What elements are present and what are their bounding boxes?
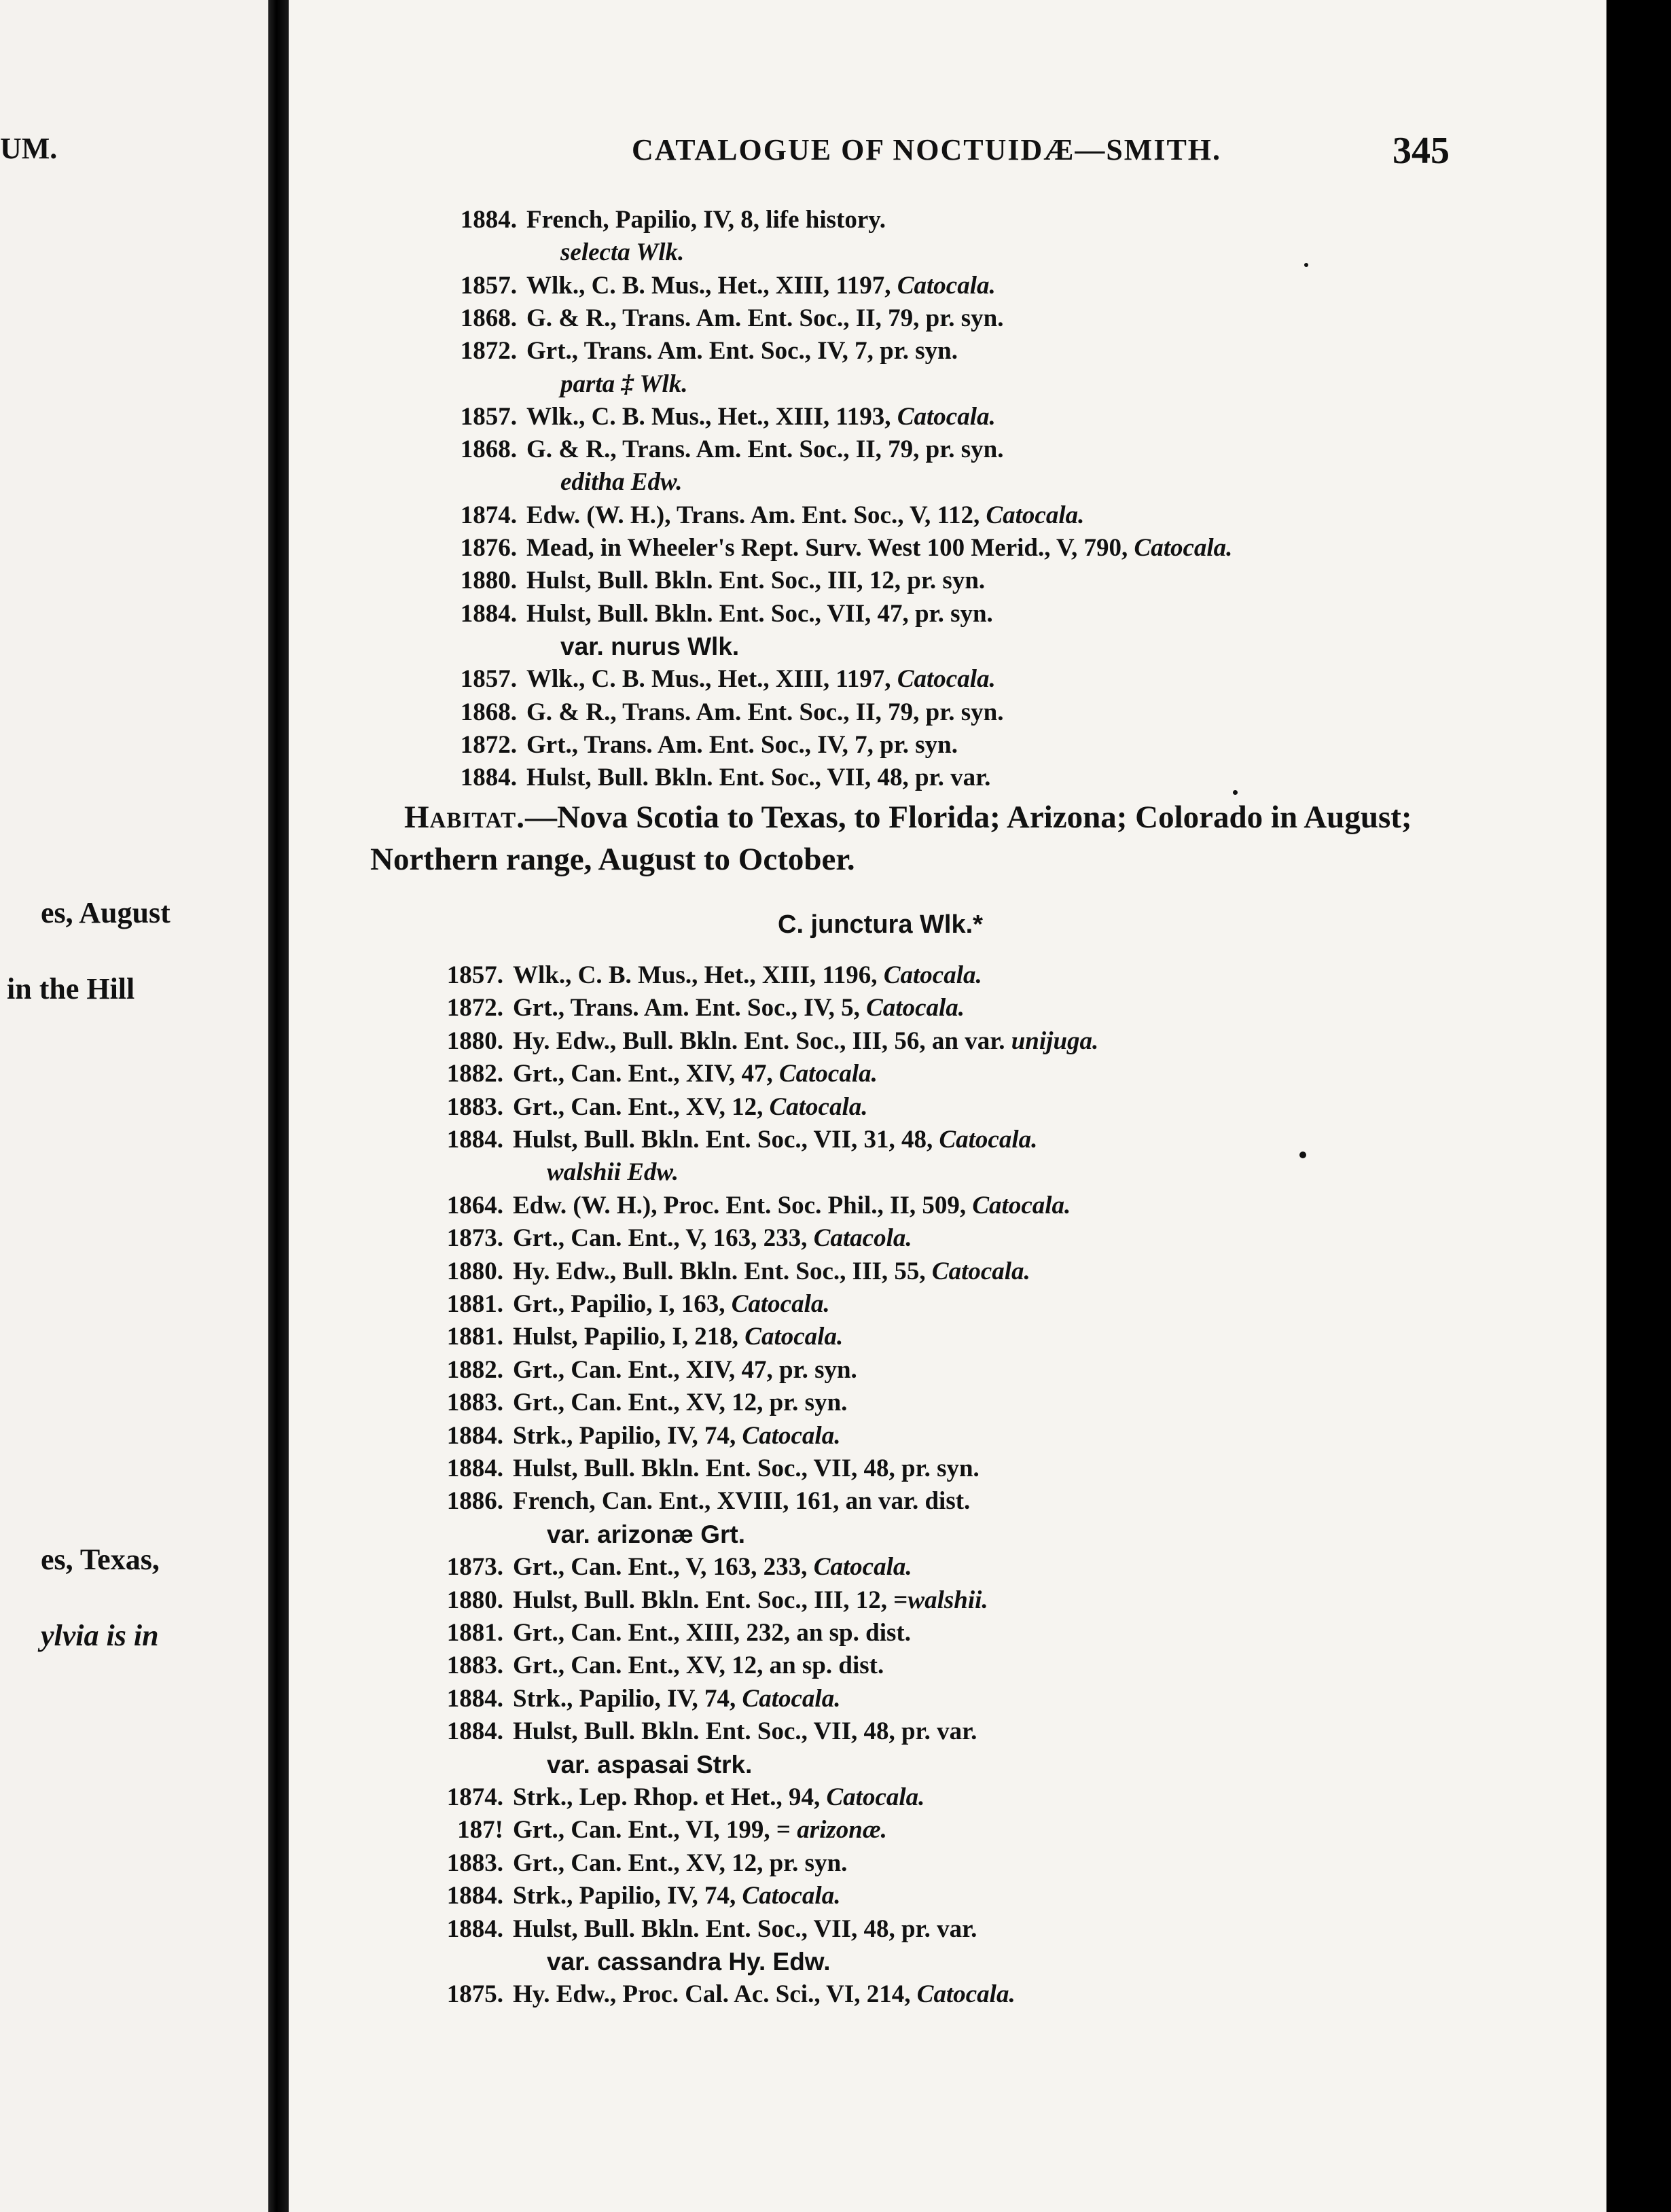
citation-line xyxy=(446,1452,980,1485)
citation-line xyxy=(446,1551,912,1584)
habitat-text: —Nova Scotia to Texas, to Florida; Arizona; Colorado in August; Northern range, August to October. xyxy=(370,800,1412,877)
citation-line xyxy=(526,368,687,401)
variety-name: var. nurus Wlk. xyxy=(560,632,740,660)
citation-line xyxy=(460,204,886,236)
citation-year: 1872. xyxy=(460,337,517,365)
species-heading: C. junctura Wlk.* xyxy=(778,910,983,939)
citation-text: Hy. Edw., Bull. Bkln. Ent. Soc., III, 56, an var. xyxy=(513,1027,1011,1055)
citation-year: 1872. xyxy=(460,730,517,759)
citation-genus: Catocala. xyxy=(897,271,996,300)
citation-genus: Catacola. xyxy=(813,1224,912,1253)
left-page xyxy=(0,0,268,2212)
citation-genus: Catocala. xyxy=(826,1783,925,1811)
citation-genus: Catocala. xyxy=(742,1684,841,1713)
citation-line xyxy=(460,335,958,368)
citation-text: Wlk., C. B. Mus., Het., XIII, 1197, xyxy=(526,665,897,694)
citation-text: Hulst, Bull. Bkln. Ent. Soc., VII, 48, pr. var. xyxy=(526,764,991,792)
citation-text: Strk., Papilio, IV, 74, xyxy=(513,1421,742,1450)
citation-line xyxy=(460,499,1085,532)
citation-line xyxy=(460,696,1004,729)
ink-speck xyxy=(1299,1152,1306,1158)
citation-line xyxy=(446,1058,878,1090)
citation-genus: Catocala. xyxy=(1134,534,1233,562)
citation-line xyxy=(460,532,1233,565)
citation-text: Grt., Can. Ent., V, 163, 233, xyxy=(513,1224,814,1253)
citation-year: 1884. xyxy=(446,1684,503,1713)
citation-text: Strk., Lep. Rhop. et Het., 94, xyxy=(513,1783,827,1811)
citation-line xyxy=(446,1288,830,1321)
citation-text: Hy. Edw., Proc. Cal. Ac. Sci., VI, 214, xyxy=(513,1980,917,2009)
citation-line xyxy=(460,302,1004,335)
citation-year: 1875. xyxy=(446,1980,503,2009)
citation-text: G. & R., Trans. Am. Ent. Soc., II, 79, pr. syn. xyxy=(526,698,1004,726)
citation-genus: Catocala. xyxy=(769,1092,868,1121)
variety-name: var. arizonæ Grt. xyxy=(547,1520,745,1548)
citation-genus: walshii. xyxy=(908,1586,988,1614)
citation-year: 1880. xyxy=(446,1027,503,1055)
citation-line xyxy=(446,1617,911,1649)
citation-text: Hulst, Bull. Bkln. Ent. Soc., III, 12, pr. syn. xyxy=(526,567,986,595)
citation-year: 1868. xyxy=(460,304,517,332)
citation-line xyxy=(513,1156,679,1189)
citation-text: Grt., Trans. Am. Ent. Soc., IV, 7, pr. syn. xyxy=(526,337,958,365)
citation-text: Grt., Can. Ent., XV, 12, pr. syn. xyxy=(513,1389,848,1417)
citation-line xyxy=(460,401,996,433)
citation-year: 1857. xyxy=(460,665,517,694)
citation-genus: unijuga. xyxy=(1011,1027,1099,1055)
citation-text: Mead, in Wheeler's Rept. Surv. West 100 Merid., V, 790, xyxy=(526,534,1134,562)
citation-genus: Catocala. xyxy=(972,1191,1071,1219)
citation-year: 1874. xyxy=(446,1783,503,1811)
citation-line xyxy=(460,433,1004,466)
citation-text: Hulst, Bull. Bkln. Ent. Soc., III, 12, = xyxy=(513,1586,908,1614)
ink-speck xyxy=(1304,263,1308,267)
citation-text: Grt., Can. Ent., XV, 12, pr. syn. xyxy=(513,1849,848,1877)
citation-line xyxy=(513,1946,831,1978)
citation-year: 1884. xyxy=(446,1914,503,1943)
synonym-name: parta ‡ Wlk. xyxy=(560,370,688,398)
page-number: 345 xyxy=(1392,130,1450,172)
citation-genus: arizonæ. xyxy=(797,1816,887,1844)
citation-genus: Catocala. xyxy=(916,1980,1016,2009)
citation-text: Edw. (W. H.), Trans. Am. Ent. Soc., V, 112, xyxy=(526,501,986,529)
citation-text: Grt., Trans. Am. Ent. Soc., IV, 5, xyxy=(513,994,867,1022)
citation-text: French, Papilio, IV, 8, life history. xyxy=(526,206,886,234)
citation-line xyxy=(446,1847,848,1880)
citation-line xyxy=(446,1649,884,1682)
left-fragment-3: es, Texas, xyxy=(41,1543,160,1576)
citation-line xyxy=(446,1222,912,1255)
citation-line xyxy=(446,1584,988,1617)
citation-line xyxy=(513,1749,752,1781)
citation-year: 1868. xyxy=(460,435,517,464)
citation-text: Grt., Can. Ent., XV, 12, xyxy=(513,1092,770,1121)
citation-line xyxy=(446,1321,844,1353)
citation-line xyxy=(446,1091,868,1124)
citation-year: 1876. xyxy=(460,534,517,562)
citation-year: 1880. xyxy=(446,1257,503,1285)
variety-name: var. aspasai Strk. xyxy=(547,1750,753,1779)
citation-line xyxy=(513,1518,745,1551)
citation-year: 1864. xyxy=(446,1191,503,1219)
citation-text: Hulst, Bull. Bkln. Ent. Soc., VII, 48, pr. var. xyxy=(513,1717,977,1746)
citation-year: 1873. xyxy=(446,1553,503,1582)
synonym-name: walshii Edw. xyxy=(547,1158,679,1187)
citation-text: Grt., Can. Ent., XIV, 47, pr. syn. xyxy=(513,1355,857,1384)
citation-line xyxy=(446,1683,841,1715)
citation-line xyxy=(446,1913,977,1946)
citation-year: 1883. xyxy=(446,1849,503,1877)
citation-line xyxy=(446,1025,1099,1058)
citation-year: 187! xyxy=(457,1816,503,1844)
citation-year: 1884. xyxy=(446,1882,503,1910)
citation-line xyxy=(526,236,684,269)
citation-text: Grt., Can. Ent., XIII, 232, an sp. dist. xyxy=(513,1619,911,1647)
citation-year: 1884. xyxy=(446,1126,503,1154)
citation-line xyxy=(460,729,958,762)
citation-year: 1882. xyxy=(446,1060,503,1088)
citation-text: Grt., Can. Ent., VI, 199, = xyxy=(513,1816,797,1844)
citation-year: 1884. xyxy=(446,1455,503,1482)
citation-year: 1857. xyxy=(460,271,517,300)
citation-line xyxy=(460,270,996,302)
citation-line xyxy=(446,1485,971,1518)
book-gutter xyxy=(268,0,289,2212)
citation-genus: Catocala. xyxy=(744,1323,844,1351)
citation-genus: Catocala. xyxy=(742,1882,841,1910)
citation-line xyxy=(526,630,739,663)
citation-year: 1884. xyxy=(446,1717,503,1746)
citation-text: Strk., Papilio, IV, 74, xyxy=(513,1882,742,1910)
habitat-paragraph xyxy=(370,796,1430,880)
habitat-label: Habitat. xyxy=(404,800,525,835)
citation-text: Hulst, Papilio, I, 218, xyxy=(513,1323,745,1351)
citation-year: 1880. xyxy=(446,1586,503,1614)
citation-line xyxy=(526,466,683,499)
citation-year: 1874. xyxy=(460,501,517,529)
citation-year: 1880. xyxy=(460,567,517,595)
citation-text: Wlk., C. B. Mus., Het., XIII, 1193, xyxy=(526,402,897,431)
citation-text: Wlk., C. B. Mus., Het., XIII, 1196, xyxy=(513,961,884,989)
citation-line xyxy=(446,1978,1016,2011)
left-fragment-4: ylvia is in xyxy=(41,1619,159,1652)
citation-text: Hulst, Bull. Bkln. Ent. Soc., VII, 47, pr. syn. xyxy=(526,599,993,628)
citation-text: Grt., Can. Ent., XIV, 47, xyxy=(513,1060,779,1088)
citation-line xyxy=(446,1354,857,1387)
citation-year: 1886. xyxy=(446,1487,503,1516)
citation-line xyxy=(446,1781,925,1814)
citation-text: Edw. (W. H.), Proc. Ent. Soc. Phil., II, 509, xyxy=(513,1191,973,1219)
citation-genus: Catocala. xyxy=(731,1290,830,1318)
citation-year: 1872. xyxy=(446,994,503,1022)
citation-year: 1857. xyxy=(446,961,503,989)
citation-line xyxy=(460,598,993,630)
citation-line xyxy=(446,1715,977,1748)
citation-genus: Catocala. xyxy=(866,994,965,1022)
citation-year: 1884. xyxy=(460,206,517,234)
citation-genus: Catocala. xyxy=(931,1257,1030,1285)
citation-year: 1883. xyxy=(446,1389,503,1417)
ink-speck xyxy=(1233,790,1238,795)
citation-line xyxy=(446,1255,1030,1288)
citation-line xyxy=(446,1190,1071,1222)
citation-genus: Catocala. xyxy=(813,1553,912,1582)
citation-text: Hulst, Bull. Bkln. Ent. Soc., VII, 48, pr. syn. xyxy=(513,1455,980,1482)
variety-name: var. cassandra Hy. Edw. xyxy=(547,1948,831,1976)
citation-line xyxy=(460,663,996,696)
citation-line xyxy=(460,565,986,597)
citation-year: 1884. xyxy=(460,764,517,792)
citation-line xyxy=(446,1124,1038,1156)
running-header: CATALOGUE OF NOCTUIDÆ—SMITH. xyxy=(632,133,1222,166)
citation-genus: Catocala. xyxy=(986,501,1085,529)
left-fragment-1: es, August xyxy=(41,896,170,929)
scan-margin xyxy=(1606,0,1671,2212)
citation-line xyxy=(446,1420,841,1452)
citation-genus: Catocala. xyxy=(897,665,996,694)
citation-text: Strk., Papilio, IV, 74, xyxy=(513,1684,742,1713)
citation-text: Grt., Can. Ent., XV, 12, an sp. dist. xyxy=(513,1652,884,1680)
citation-text: Grt., Can. Ent., V, 163, 233, xyxy=(513,1553,814,1582)
left-fragment-2: in the Hill xyxy=(7,972,135,1005)
citation-line xyxy=(446,992,965,1024)
citation-text: G. & R., Trans. Am. Ent. Soc., II, 79, pr. syn. xyxy=(526,304,1004,332)
citation-line xyxy=(457,1814,887,1847)
citation-year: 1868. xyxy=(460,698,517,726)
citation-year: 1873. xyxy=(446,1224,503,1253)
citation-line xyxy=(460,762,991,794)
left-fragment-header: UM. xyxy=(0,132,58,165)
citation-line xyxy=(446,959,982,992)
citation-genus: Catocala. xyxy=(742,1421,841,1450)
citation-line xyxy=(446,1880,841,1912)
synonym-name: editha Edw. xyxy=(560,468,683,497)
citation-line xyxy=(446,1387,848,1419)
citation-genus: Catocala. xyxy=(883,961,982,989)
right-page xyxy=(289,0,1606,2212)
citation-text: Hulst, Bull. Bkln. Ent. Soc., VII, 31, 48, xyxy=(513,1126,939,1154)
citation-text: Hulst, Bull. Bkln. Ent. Soc., VII, 48, pr. var. xyxy=(513,1914,977,1943)
citation-genus: Catocala. xyxy=(778,1060,878,1088)
citation-text: G. & R., Trans. Am. Ent. Soc., II, 79, pr. syn. xyxy=(526,435,1004,464)
citation-year: 1881. xyxy=(446,1290,503,1318)
citation-genus: Catocala. xyxy=(897,402,996,431)
citation-year: 1881. xyxy=(446,1323,503,1351)
citation-year: 1882. xyxy=(446,1355,503,1384)
citation-year: 1884. xyxy=(446,1421,503,1450)
synonym-name: selecta Wlk. xyxy=(560,238,685,267)
citation-text: Grt., Papilio, I, 163, xyxy=(513,1290,732,1318)
citation-year: 1881. xyxy=(446,1619,503,1647)
citation-text: Grt., Trans. Am. Ent. Soc., IV, 7, pr. syn. xyxy=(526,730,958,759)
citation-year: 1883. xyxy=(446,1652,503,1680)
citation-text: Wlk., C. B. Mus., Het., XIII, 1197, xyxy=(526,271,897,300)
citation-text: Hy. Edw., Bull. Bkln. Ent. Soc., III, 55, xyxy=(513,1257,932,1285)
citation-text: French, Can. Ent., XVIII, 161, an var. dist. xyxy=(513,1487,971,1516)
citation-year: 1883. xyxy=(446,1092,503,1121)
citation-genus: Catocala. xyxy=(939,1126,1038,1154)
citation-year: 1857. xyxy=(460,402,517,431)
citation-year: 1884. xyxy=(460,599,517,628)
